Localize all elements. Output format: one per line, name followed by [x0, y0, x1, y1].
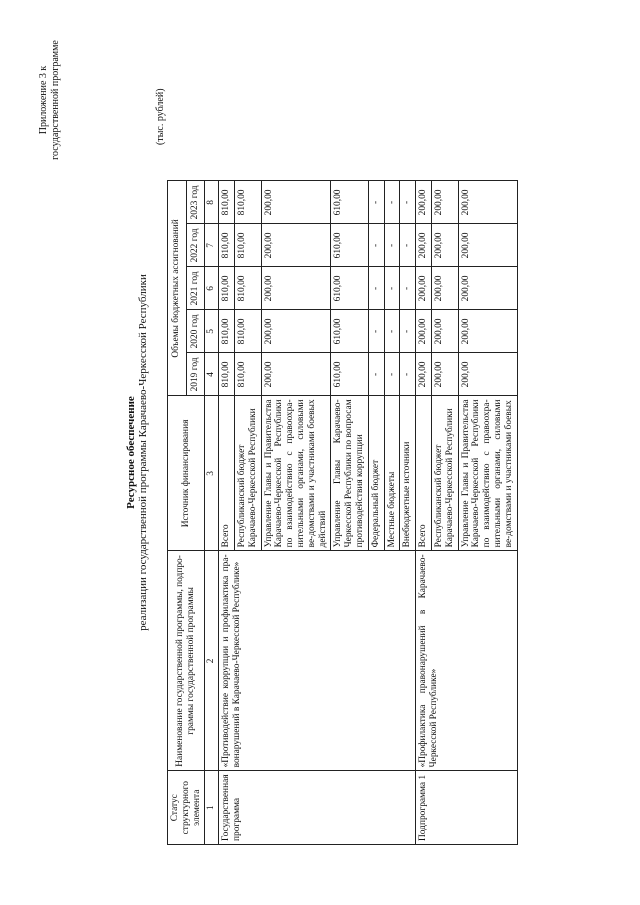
value-cell: 200,00 — [431, 224, 458, 267]
value-cell: 200,00 — [416, 267, 432, 310]
header-source: Источник финансирования — [168, 396, 205, 551]
header-name: Наименование государственной программы, подпро-граммы государственной программы — [168, 551, 205, 771]
header-year: 2020 год — [186, 310, 205, 353]
header-year: 2023 год — [186, 181, 205, 224]
header-year: 2021 год — [186, 267, 205, 310]
value-cell: 810,00 — [234, 353, 261, 396]
value-cell: - — [400, 310, 416, 353]
appendix-line-2: государственной программе — [50, 40, 61, 160]
column-index: 8 — [205, 181, 219, 224]
value-cell: 810,00 — [219, 310, 235, 353]
header-year: 2019 год — [186, 353, 205, 396]
value-cell: 200,00 — [261, 181, 331, 224]
value-cell: - — [368, 267, 384, 310]
value-cell: 200,00 — [261, 224, 331, 267]
row-source: Внебюджетные источники — [400, 396, 416, 551]
appendix-line-1: Приложение 3 к — [38, 65, 49, 135]
column-index: 6 — [205, 267, 219, 310]
value-cell: 200,00 — [458, 310, 517, 353]
table-row — [416, 181, 432, 845]
value-cell: - — [400, 224, 416, 267]
value-cell: - — [400, 353, 416, 396]
row-source: Всего — [416, 396, 432, 551]
header-volumes: Объемы бюджетных ассигнований — [168, 181, 187, 396]
value-cell: 200,00 — [458, 224, 517, 267]
row-status: Подпрограмма 1 — [416, 771, 517, 845]
row-source: Республиканский бюджет Карачаево-Черкесской Республики — [431, 396, 458, 551]
value-cell: 200,00 — [416, 353, 432, 396]
value-cell: 610,00 — [331, 224, 368, 267]
row-source: Управление Главы и Правительства Карачаево-Черкесской Республики по взаимодействию с правоохра-нительными органами, силовыми ве-домствами и участниками боевых — [458, 396, 517, 551]
header-status: Статус структурного элемента — [168, 771, 205, 845]
value-cell: 200,00 — [458, 353, 517, 396]
column-index: 3 — [205, 396, 219, 551]
value-cell: 810,00 — [234, 224, 261, 267]
value-cell: 200,00 — [431, 353, 458, 396]
table-row — [219, 181, 235, 845]
row-source: Управление Главы и Правительства Карачаево-Черкесской Республики по взаимодействию с правоохра-нительными органами, силовыми ве-домствами и участниками боевых действий — [261, 396, 331, 551]
value-cell: - — [384, 353, 400, 396]
row-status: Государственная программа — [219, 771, 416, 845]
value-cell: 200,00 — [458, 181, 517, 224]
column-index: 4 — [205, 353, 219, 396]
row-program-name: «Противодействие коррупции и профилактика пра-вонарушений в Карачаево-Черкесской Республике» — [219, 551, 416, 771]
value-cell: 200,00 — [261, 267, 331, 310]
value-cell: 810,00 — [234, 310, 261, 353]
title-line-2: реализации государственной программы Карачаево-Черкесской Республики — [137, 274, 149, 631]
title-line-1: Ресурсное обеспечение — [125, 396, 137, 509]
value-cell: 810,00 — [219, 353, 235, 396]
value-cell: 810,00 — [219, 267, 235, 310]
value-cell: 610,00 — [331, 267, 368, 310]
value-cell: - — [368, 310, 384, 353]
value-cell: - — [368, 353, 384, 396]
value-cell: - — [400, 267, 416, 310]
value-cell: - — [368, 224, 384, 267]
value-cell: 200,00 — [431, 181, 458, 224]
value-cell: 610,00 — [331, 181, 368, 224]
value-cell: - — [384, 310, 400, 353]
value-cell: - — [384, 181, 400, 224]
column-index: 5 — [205, 310, 219, 353]
value-cell: 610,00 — [331, 353, 368, 396]
row-source: Местные бюджеты — [384, 396, 400, 551]
value-cell: 200,00 — [416, 310, 432, 353]
value-cell: 810,00 — [234, 267, 261, 310]
row-source: Всего — [219, 396, 235, 551]
value-cell: 810,00 — [219, 224, 235, 267]
column-index: 1 — [205, 771, 219, 845]
appendix-note — [38, 40, 62, 160]
value-cell: - — [384, 267, 400, 310]
row-source: Республиканский бюджет Карачаево-Черкесской Республики — [234, 396, 261, 551]
value-cell: - — [400, 181, 416, 224]
value-cell: 200,00 — [431, 267, 458, 310]
column-index-row — [205, 181, 219, 845]
column-index: 2 — [205, 551, 219, 771]
header-year: 2022 год — [186, 224, 205, 267]
row-subprogram-name: «Профилактика правонарушений в Карачаево-Черкесской Республике» — [416, 551, 517, 771]
row-source: Федеральный бюджет — [368, 396, 384, 551]
value-cell: 200,00 — [416, 181, 432, 224]
value-cell: 200,00 — [261, 353, 331, 396]
value-cell: 200,00 — [431, 310, 458, 353]
value-cell: - — [368, 181, 384, 224]
value-cell: 200,00 — [458, 267, 517, 310]
document-title — [125, 0, 149, 905]
value-cell: 810,00 — [234, 181, 261, 224]
value-cell: - — [384, 224, 400, 267]
value-cell: 200,00 — [261, 310, 331, 353]
row-source: Управление Главы Карачаево-Черкесской Республики по вопросам противодействия коррупции — [331, 396, 368, 551]
unit-label: (тыс. рублей) — [155, 88, 166, 145]
value-cell: 810,00 — [219, 181, 235, 224]
value-cell: 610,00 — [331, 310, 368, 353]
value-cell: 200,00 — [416, 224, 432, 267]
resource-table — [167, 180, 518, 845]
column-index: 7 — [205, 224, 219, 267]
